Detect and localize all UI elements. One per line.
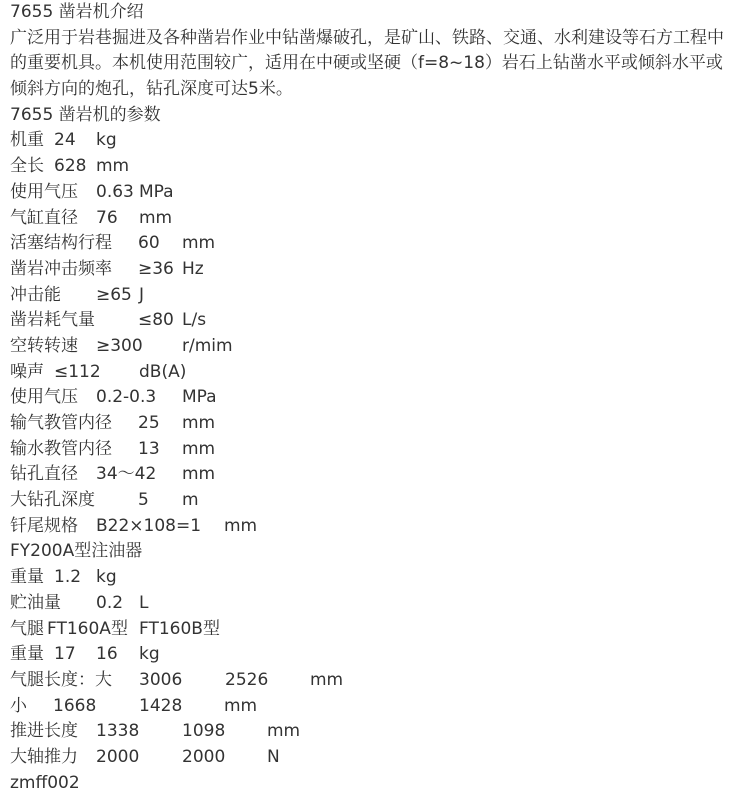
param-unit: Hz: [182, 258, 204, 279]
leg-unit: kg: [139, 644, 160, 665]
leg-value-b: 1098: [182, 721, 226, 742]
param-row: [10, 411, 738, 437]
param-value: ≥300: [96, 335, 143, 356]
leg-row: [10, 668, 738, 694]
leg-heading: [10, 617, 738, 643]
param-unit: kg: [96, 130, 117, 151]
leg-unit: mm: [224, 695, 258, 716]
param-label: 冲击能: [10, 284, 61, 305]
params-list: [10, 128, 738, 539]
leg-row-label: 重量: [10, 644, 44, 665]
param-label: 大钻孔深度: [10, 490, 95, 511]
param-label: 输水教管内径: [10, 438, 112, 459]
param-value: ≤80: [138, 310, 174, 331]
param-row: [10, 308, 738, 334]
leg-row-label: 气腿长度：大: [10, 669, 112, 690]
param-row: [10, 437, 738, 463]
param-unit: m: [182, 490, 199, 511]
leg-row: [10, 694, 738, 720]
leg-model-b: FT160B型: [139, 618, 220, 639]
leg-model-a: FT160A型: [47, 618, 128, 639]
intro-paragraph: 广泛用于岩巷掘进及各种凿岩作业中钻凿爆破孔，是矿山、铁路、交通、水利建设等石方工程中的重要机具。本机使用范围较广，适用在中硬或坚硬（f=8~18）岩石上钻凿水平或倾斜水平或倾斜方向的炮孔，钻孔深度可达5米。: [10, 27, 724, 100]
leg-row-label: 小: [10, 695, 27, 716]
param-label: 输气教管内径: [10, 413, 112, 434]
param-value: 25: [138, 413, 160, 434]
leg-label: 气腿: [10, 618, 44, 639]
param-row: [10, 488, 738, 514]
param-unit: mm: [182, 233, 216, 254]
param-row: [10, 334, 738, 360]
param-row: [10, 180, 738, 206]
leg-row: [10, 745, 738, 771]
params-title: 7655 凿岩机的参数: [10, 104, 161, 125]
oiler-title: FY200A型注油器: [10, 541, 143, 562]
leg-row-label: 大轴推力: [10, 746, 78, 767]
oiler-value: 1.2: [54, 567, 82, 588]
param-value: 13: [138, 438, 160, 459]
param-value: 60: [138, 233, 160, 254]
param-unit: mm: [182, 464, 216, 485]
param-unit: mm: [224, 515, 258, 536]
leg-unit: mm: [310, 669, 344, 690]
param-value: ≤112: [54, 361, 101, 382]
leg-value-a: 1338: [96, 721, 140, 742]
param-unit: r/mim: [182, 335, 233, 356]
leg-unit: N: [267, 746, 280, 767]
param-label: 气缸直径: [10, 207, 78, 228]
param-label: 全长: [10, 156, 44, 177]
param-value: 0.63: [96, 181, 134, 202]
param-unit: MPa: [182, 387, 217, 408]
param-row: [10, 360, 738, 386]
leg-value-a: 1668: [53, 695, 97, 716]
leg-row: [10, 642, 738, 668]
oiler-label: 贮油量: [10, 592, 61, 613]
param-label: 空转转速: [10, 335, 78, 356]
param-value: 76: [96, 207, 118, 228]
param-row: [10, 257, 738, 283]
param-unit: mm: [139, 207, 173, 228]
param-unit: mm: [182, 438, 216, 459]
param-row: [10, 462, 738, 488]
doc-title: 7655 凿岩机介绍: [10, 2, 144, 22]
param-value: 628: [54, 156, 87, 177]
param-value: 0.2-0.3: [96, 387, 157, 408]
leg-value-b: 2000: [182, 746, 226, 767]
oiler-unit: kg: [96, 567, 117, 588]
param-label: 使用气压: [10, 387, 78, 408]
oiler-label: 重量: [10, 567, 44, 588]
param-unit: mm: [182, 413, 216, 434]
param-label: 使用气压: [10, 181, 78, 202]
leg-row-label: 推进长度: [10, 721, 78, 742]
param-label: 机重: [10, 130, 44, 151]
param-value: 5: [138, 490, 149, 511]
param-value: B22×108=1: [96, 515, 202, 536]
param-row: [10, 128, 738, 154]
leg-value-a: 3006: [139, 669, 183, 690]
param-label: 活塞结构行程: [10, 233, 112, 254]
param-row: [10, 206, 738, 232]
product-code: zmff002: [10, 772, 80, 793]
param-unit: J: [139, 284, 145, 305]
param-value: ≥65: [96, 284, 132, 305]
param-row: [10, 385, 738, 411]
param-unit: mm: [96, 156, 130, 177]
param-value: 24: [54, 130, 76, 151]
oiler-value: 0.2: [96, 592, 124, 613]
param-label: 凿岩冲击频率: [10, 258, 112, 279]
oiler-row: [10, 565, 738, 591]
leg-value-a: 2000: [96, 746, 140, 767]
param-label: 噪声: [10, 361, 44, 382]
param-unit: MPa: [139, 181, 174, 202]
param-row: [10, 514, 738, 540]
param-row: [10, 283, 738, 309]
leg-unit: mm: [267, 721, 301, 742]
oiler-unit: L: [139, 592, 149, 613]
param-label: 钎尾规格: [10, 515, 78, 536]
leg-row: [10, 719, 738, 745]
param-unit: L/s: [182, 310, 207, 331]
param-label: 凿岩耗气量: [10, 310, 95, 331]
oiler-row: [10, 591, 738, 617]
leg-value-b: 2526: [225, 669, 269, 690]
leg-value-b: 1428: [139, 695, 183, 716]
param-label: 钻孔直径: [10, 464, 78, 485]
param-value: 34～42: [96, 464, 157, 485]
param-row: [10, 154, 738, 180]
leg-value-a: 17: [54, 644, 76, 665]
param-unit: dB(A): [139, 361, 187, 382]
param-row: [10, 231, 738, 257]
param-value: ≥36: [138, 258, 174, 279]
leg-value-b: 16: [96, 644, 118, 665]
